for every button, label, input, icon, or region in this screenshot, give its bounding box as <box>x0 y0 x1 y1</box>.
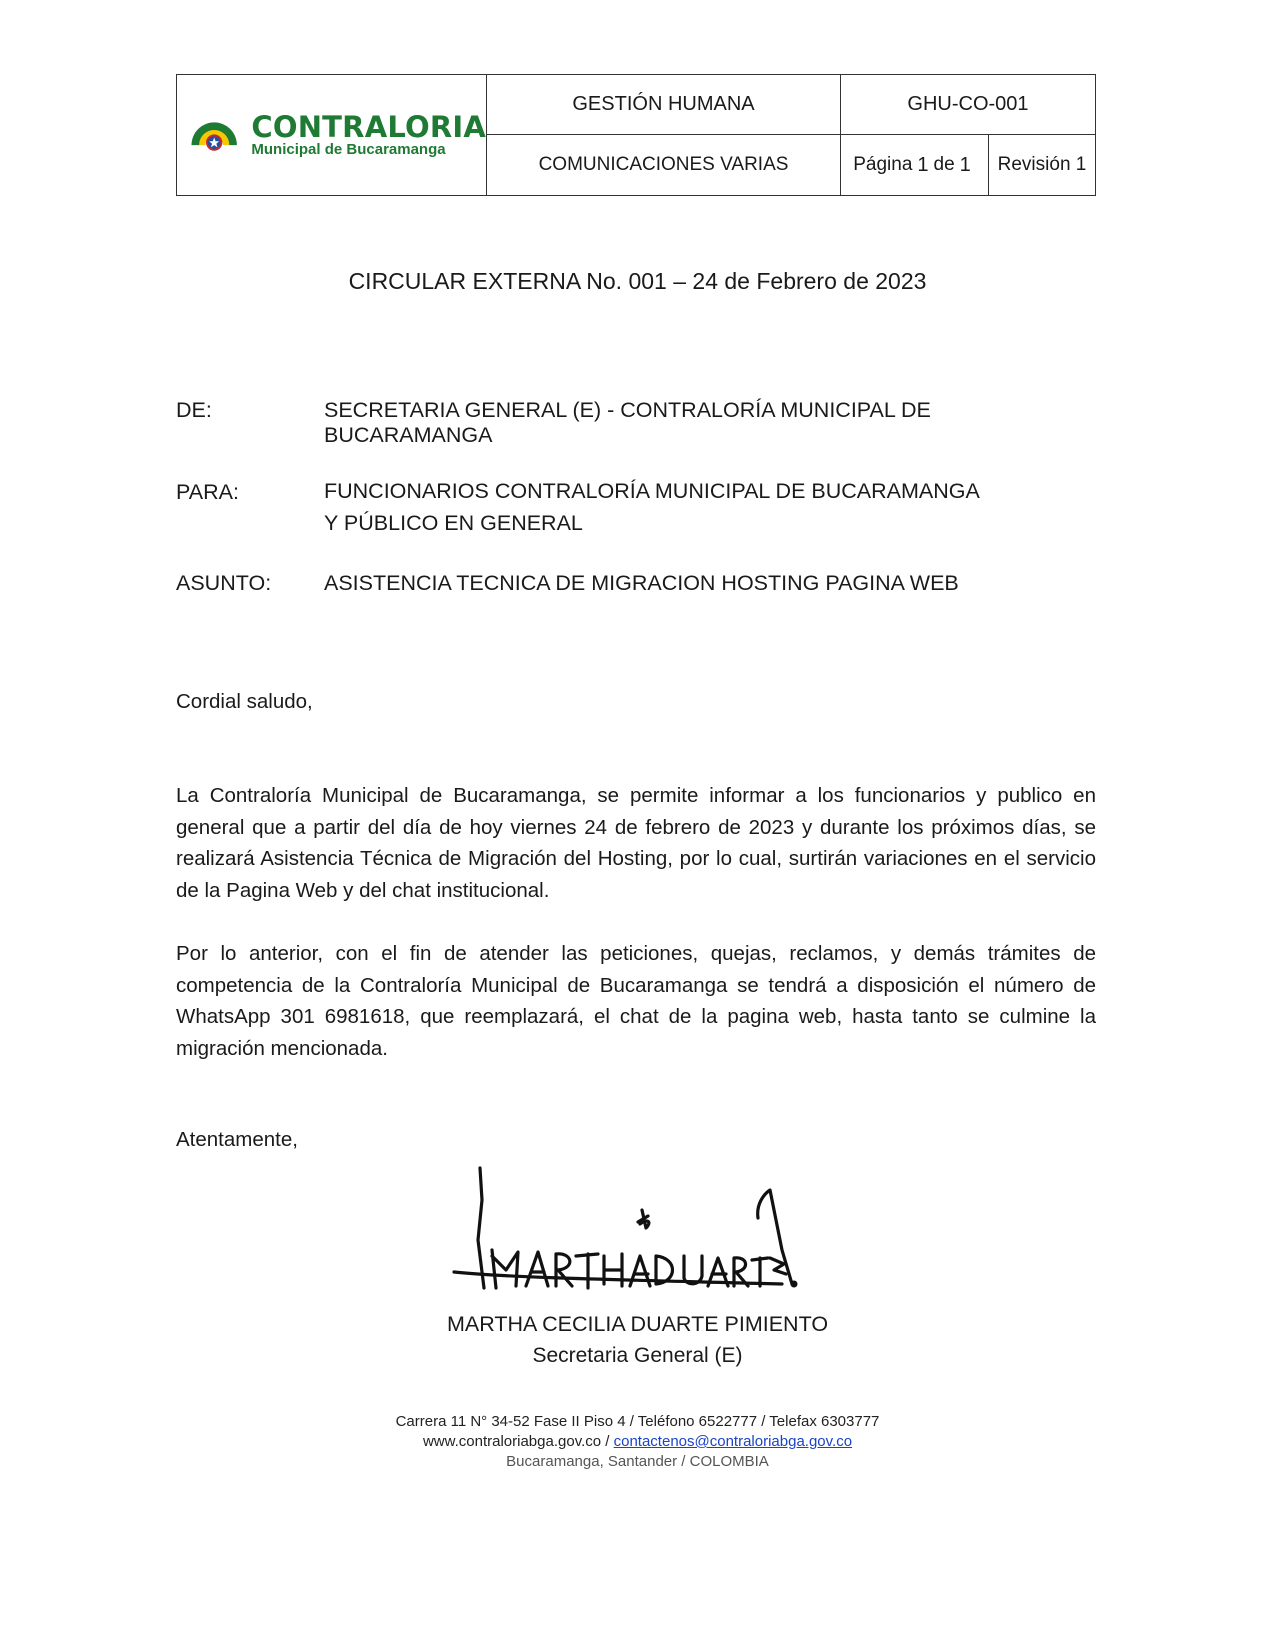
handwritten-signature <box>452 1160 802 1310</box>
subject-value: ASISTENCIA TECNICA DE MIGRACION HOSTING PAGINA WEB <box>324 571 959 595</box>
revision-cell: Revisión 1 <box>997 154 1087 175</box>
logo <box>177 75 487 195</box>
to-value <box>324 475 980 539</box>
document-type-cell: COMUNICACIONES VARIAS <box>487 135 841 195</box>
to-row <box>176 480 1096 539</box>
to-value-line1: FUNCIONARIOS CONTRALORÍA MUNICIPAL DE BUCARAMANGA <box>324 479 980 503</box>
closing: Atentamente, <box>176 1128 298 1151</box>
to-value-line2: Y PÚBLICO EN GENERAL <box>324 511 583 535</box>
body-paragraph-2: Por lo anterior, con el fin de atender las peticiones, quejas, reclamos, y demás trámites de competencia de la Contraloría Municipal de Bucaramanga se tendrá a disposición el número de WhatsApp 301 6981618, que reemplazará, el chat de la pagina web, hasta tanto se culmine la migración mencionada. <box>176 942 1096 1060</box>
footer-website[interactable]: www.contraloriabga.gov.co <box>422 1433 602 1450</box>
body-paragraph-1: La Contraloría Municipal de Bucaramanga, se permite informar a los funcionarios y publico en general que a partir del día de hoy viernes 24 de febrero de 2023 y durante los próximos días, se realizará Asistencia Técnica de Migración del Hosting, por lo cual, surtirán variaciones en el servicio de la Pagina Web y del chat institucional. <box>176 784 1096 902</box>
footer-location: Bucaramanga, Santander / COLOMBIA <box>506 1453 769 1470</box>
page-of: de <box>933 154 955 175</box>
page-current: 1 <box>917 153 929 176</box>
footer-email-link[interactable]: contactenos@contraloriabga.gov.co <box>613 1433 853 1450</box>
from-label: DE: <box>176 398 212 422</box>
contraloria-emblem-icon <box>189 109 239 161</box>
signer-name: MARTHA CECILIA DUARTE PIMIENTO <box>446 1312 829 1336</box>
page-number-cell <box>841 135 989 195</box>
page-label: Página <box>853 154 913 175</box>
logo-subtitle: Municipal de Bucaramanga <box>251 141 446 159</box>
department-cell: GESTIÓN HUMANA <box>487 75 841 135</box>
to-label: PARA: <box>176 480 239 504</box>
document-code-cell: GHU-CO-001 <box>841 75 1095 135</box>
footer-address: Carrera 11 N° 34-52 Fase II Piso 4 / Teléfono 6522777 / Telefax 6303777 <box>395 1413 880 1430</box>
memo-fields <box>176 398 1096 628</box>
circular-title: CIRCULAR EXTERNA No. 001 – 24 de Febrero de 2023 <box>348 268 927 294</box>
logo-name: CONTRALORIA <box>251 109 486 144</box>
page-footer <box>0 1412 1275 1472</box>
footer-contact-line <box>0 1432 1275 1452</box>
document-header-table <box>176 74 1096 196</box>
greeting: Cordial saludo, <box>176 690 313 713</box>
page-total: 1 <box>959 153 971 176</box>
from-value: SECRETARIA GENERAL (E) - CONTRALORÍA MUNICIPAL DE BUCARAMANGA <box>324 398 931 447</box>
subject-row <box>176 571 1096 596</box>
footer-separator: / <box>601 1433 614 1450</box>
signer-role: Secretaria General (E) <box>532 1344 743 1367</box>
subject-label: ASUNTO: <box>176 571 272 595</box>
from-row <box>176 398 1096 448</box>
